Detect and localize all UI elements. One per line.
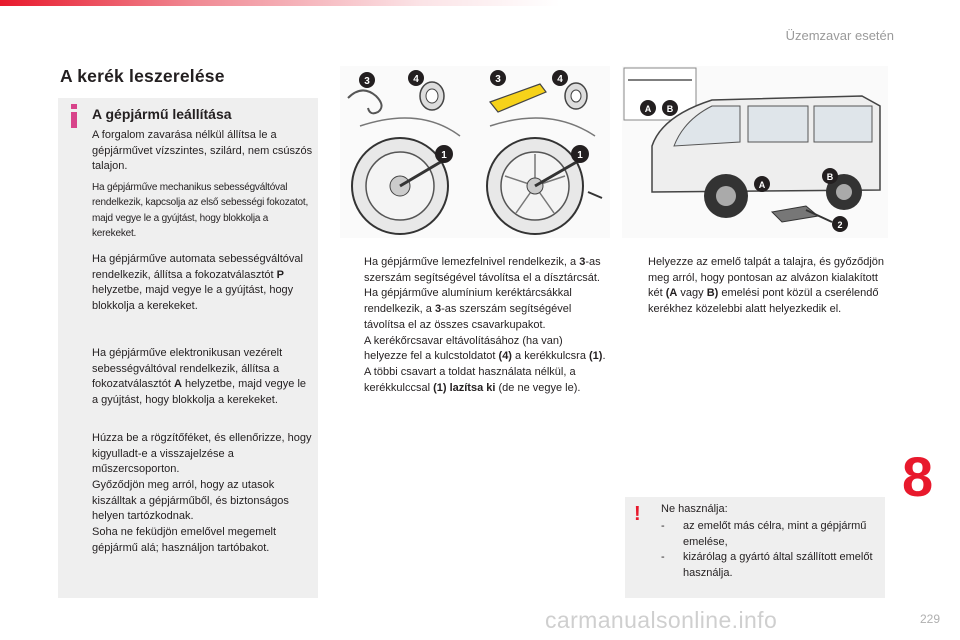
svg-text:B: B [666, 104, 674, 114]
svg-text:3: 3 [364, 76, 370, 87]
right-bullet-list [624, 255, 886, 318]
svg-text:4: 4 [413, 74, 419, 85]
van-jack-illustration [622, 66, 888, 238]
info-paragraph-1: A forgalom zavarása nélkül állítsa le a gépjárművet vízszintes, szilárd, nem csúszós talajon. [92, 129, 313, 173]
warning-item: - kizárólag a gyártó által szállított emelőt használja. [661, 551, 873, 579]
svg-text:3: 3 [495, 74, 501, 85]
section-title: Üzemzavar esetén [785, 28, 894, 43]
info-paragraph-2: Ha gépjárműve mechanikus sebességváltóval rendelkezik, kapcsolja az első sebességi fokozatot, majd vegye le a gyújtást, hogy blokkolja a kerekeket. [92, 182, 309, 239]
warning-title: Ne használja: [661, 503, 728, 515]
header-accent-bar [0, 0, 560, 6]
page-number: 229 [919, 612, 940, 626]
svg-text:B: B [826, 172, 834, 182]
bullet-item: Ha gépjárműve lemezfelnivel rendelkezik, a 3-as szerszám segítségével távolítsa el a dísztárcsát. [364, 256, 601, 284]
svg-text:2: 2 [837, 220, 843, 230]
svg-text:A: A [758, 180, 766, 190]
svg-text:A: A [644, 104, 652, 114]
bullet-item: A kerékőrcsavar eltávolításához (ha van) helyezze fel a kulcstoldatot (4) a kerékkulcsra (1). [364, 334, 606, 363]
chapter-number: 8 [902, 445, 934, 508]
info-icon [65, 104, 83, 128]
bullet-item: Helyezze az emelő talpát a talajra, és győződjön meg arról, hogy pontosan az alvázon kialakított két (A vagy B) emelési pont közül a cserélendő kerékhez közelebbi alatt helyezkedik el. [648, 256, 885, 316]
warning-item: - az emelőt más célra, mint a gépjármű emelése, [661, 520, 867, 548]
svg-text:4: 4 [557, 74, 563, 85]
watermark: carmanualsonline.info [545, 607, 778, 633]
bullet-item: Ha gépjárműve alumínium keréktárcsákkal rendelkezik, a 3-as szerszám segítségével távolítsa el az összes csavarkupakot. [364, 287, 572, 331]
info-paragraph-5: Húzza be a rögzítőféket, és ellenőrizze, hogy kigyulladt-e a visszajelzése a műszercsoporton. [92, 432, 312, 476]
warning-icon: ! [634, 503, 641, 525]
bullet-item: A többi csavart a toldat használata nélkül, a kerékkulccsal (1) lazítsa ki (de ne vegye le). [364, 365, 581, 394]
page-title: A kerék leszerelése [60, 66, 225, 86]
info-paragraph-4: Ha gépjárműve elektronikusan vezérelt sebességváltóval rendelkezik, állítsa a fokozatválasztót A helyzetbe, majd vegye le a gyújtást, hogy blokkolja a kerekeket. [92, 347, 307, 407]
info-paragraph-3: Ha gépjárműve automata sebességváltóval rendelkezik, állítsa a fokozatválasztót P helyzetbe, majd vegye le a gyújtást, hogy blokkolja a kerekeket. [92, 253, 303, 313]
middle-bullet-list [340, 255, 608, 396]
svg-text:1: 1 [441, 150, 447, 161]
info-paragraph-6: Győződjön meg arról, hogy az utasok kiszálltak a gépjárműből, és biztonságos helyen tartózkodnak. [92, 479, 289, 523]
wheel-tools-illustration [340, 66, 610, 238]
info-heading: A gépjármű leállítása [92, 106, 232, 122]
svg-text:1: 1 [577, 150, 583, 161]
info-paragraph-7: Soha ne feküdjön emelővel megemelt gépjármű alá; használjon tartóbakot. [92, 526, 277, 554]
